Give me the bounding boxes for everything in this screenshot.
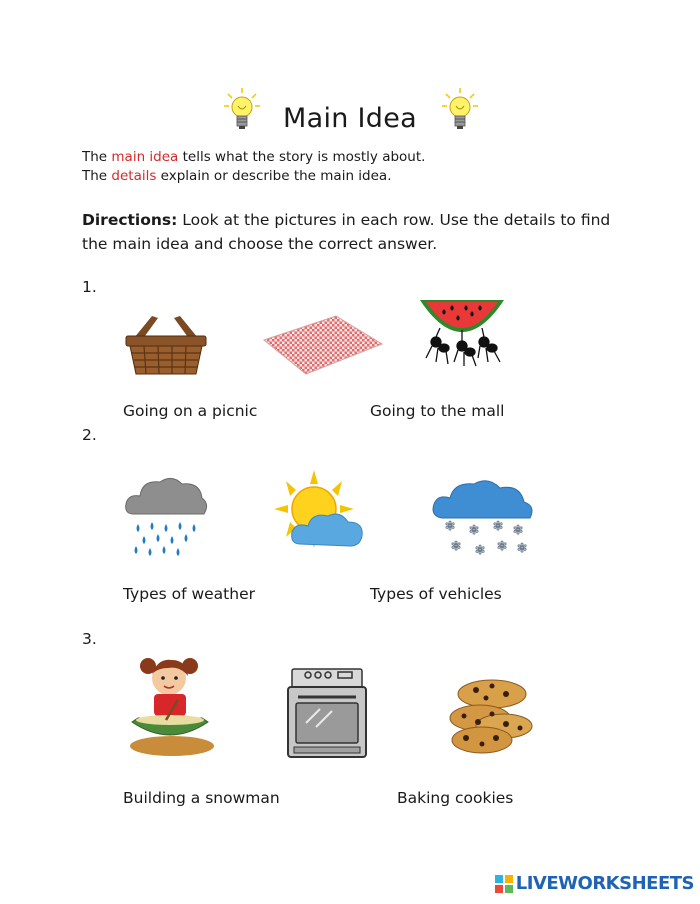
question-number: 3. (82, 630, 97, 648)
grid-logo-icon (495, 875, 513, 893)
intro-text: explain or describe the main idea. (156, 168, 392, 184)
sun-cloud-icon (270, 470, 366, 554)
svg-text:✻: ✻ (492, 519, 504, 533)
intro-text: tells what the story is mostly about. (178, 149, 426, 165)
intro-line-main-idea (82, 148, 425, 167)
snow-cloud-icon (430, 478, 536, 558)
term-details: details (111, 168, 157, 184)
cookies-icon (446, 676, 536, 756)
intro-text: The (82, 168, 112, 184)
svg-text:✻: ✻ (496, 539, 508, 553)
brand-name: LIVEWORKSHEETS (515, 873, 694, 894)
picnic-basket-icon (122, 312, 210, 376)
page-title: Main Idea (283, 103, 417, 134)
directions (82, 208, 622, 256)
answer-option[interactable]: Building a snowman (123, 789, 280, 807)
directions-label: Directions: (82, 211, 178, 229)
svg-text:✻: ✻ (516, 541, 528, 555)
answer-option[interactable]: Baking cookies (397, 789, 514, 807)
intro-text: The (82, 149, 112, 165)
liveworksheets-logo (495, 873, 694, 894)
answer-option[interactable]: Types of weather (123, 585, 255, 603)
picnic-blanket-icon (262, 314, 384, 376)
watermelon-ants-icon (418, 296, 506, 372)
question-number: 2. (82, 426, 97, 444)
svg-text:✻: ✻ (474, 543, 486, 557)
term-main-idea: main idea (111, 149, 179, 165)
rain-cloud-icon (124, 474, 208, 558)
svg-text:✻: ✻ (444, 519, 456, 533)
svg-text:✻: ✻ (468, 523, 480, 537)
answer-option[interactable]: Going on a picnic (123, 402, 258, 420)
girl-mixing-icon (128, 652, 214, 756)
question-number: 1. (82, 278, 97, 296)
svg-text:✻: ✻ (512, 523, 524, 537)
answer-option[interactable]: Going to the mall (370, 402, 505, 420)
directions-text: Look at the pictures in each row. Use the details to find the main idea and choose the correct answer. (82, 211, 611, 253)
lightbulb-icon-right (440, 86, 480, 138)
oven-icon (286, 665, 368, 761)
intro-line-details (82, 167, 392, 186)
svg-text:✻: ✻ (450, 539, 462, 553)
answer-option[interactable]: Types of vehicles (370, 585, 502, 603)
